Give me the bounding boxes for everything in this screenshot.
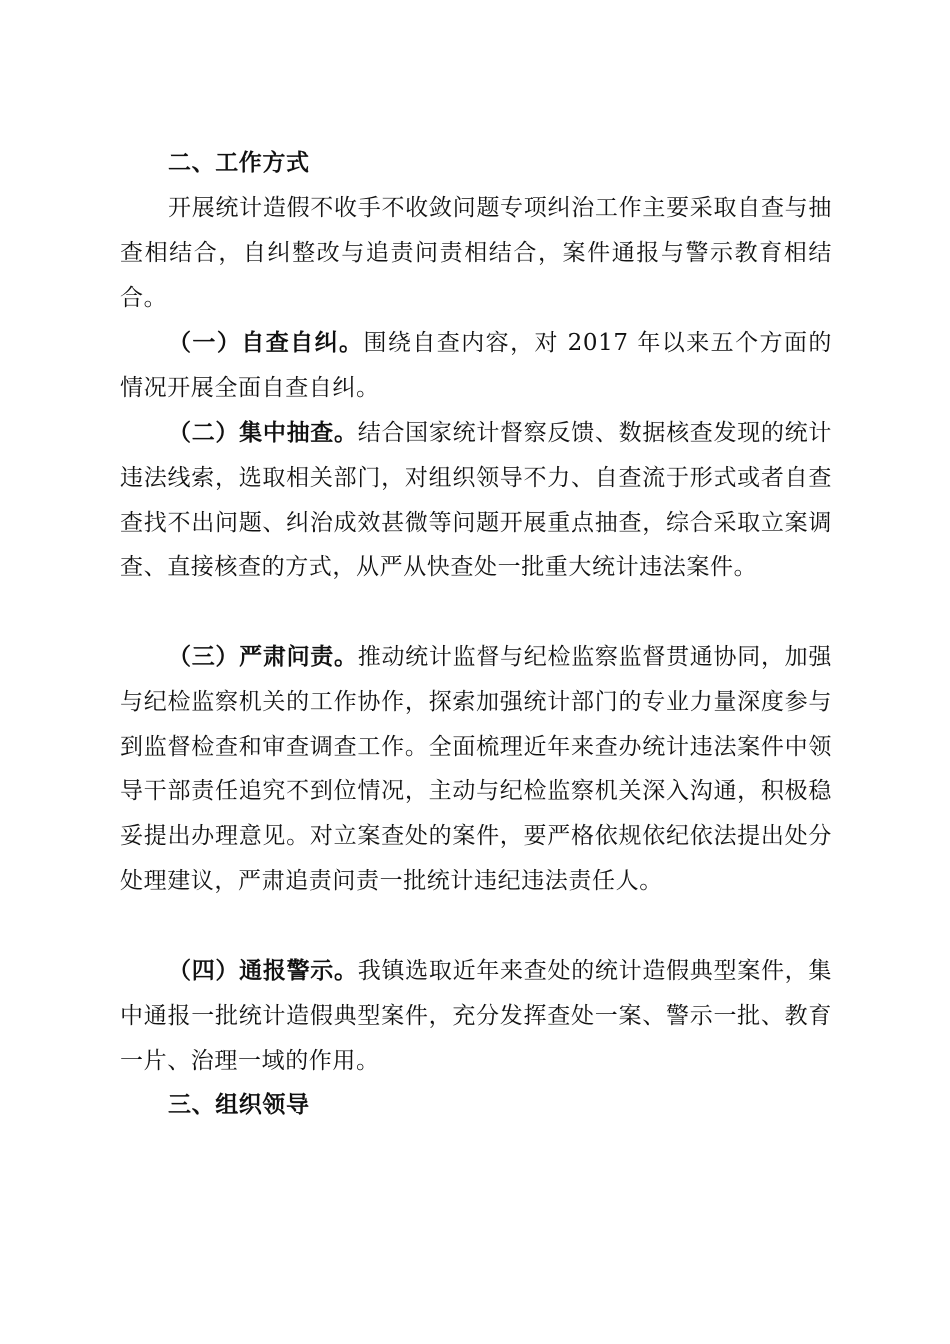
item-3-lead: （三）严肃问责。 (168, 644, 358, 670)
section-2-heading: 二、工作方式 (168, 150, 310, 176)
item-3-body: 推动统计监督与纪检监察监督贯通协同，加强与纪检监察机关的工作协作，探索加强统计部门的专业力量深度参与到监督检查和审查调查工作。全面梳理近年来查办统计违法案件中领导干部责任追究不到位情况，主动与纪检监察机关深入沟通，积极稳妥提出办理意见。对立案查处的案件，要严格依规依纪依法提出处分处理建议，严肃追责问责一批统计违纪违法责任人。 (120, 644, 832, 894)
item-2-lead: （二）集中抽查。 (168, 420, 358, 446)
item-1-paragraph (120, 321, 832, 411)
item-4-body: 我镇选取近年来查处的统计造假典型案件，集中通报一批统计造假典型案件，充分发挥查处一案、警示一批、教育一片、治理一域的作用。 (120, 958, 832, 1074)
item-2-body: 结合国家统计督察反馈、数据核查发现的统计违法线索，选取相关部门，对组织领导不力、自查流于形式或者自查查找不出问题、纠治成效甚微等问题开展重点抽查，综合采取立案调查、直接核查的方式，从严从快查处一批重大统计违法案件。 (120, 420, 832, 581)
item-3-paragraph (120, 635, 832, 904)
item-4-lead: （四）通报警示。 (168, 958, 358, 984)
item-2-paragraph (120, 411, 832, 590)
section-2-intro-paragraph: 开展统计造假不收手不收敛问题专项纠治工作主要采取自查与抽查相结合，自纠整改与追责问责相结合，案件通报与警示教育相结合。 (120, 195, 832, 311)
section-3-heading: 三、组织领导 (168, 1092, 310, 1118)
item-4-paragraph (120, 949, 832, 1083)
item-1-lead: （一）自查自纠。 (168, 330, 364, 356)
item-1-body: 围绕自查内容，对 2017 年以来五个方面的情况开展全面自查自纠。 (120, 330, 832, 401)
